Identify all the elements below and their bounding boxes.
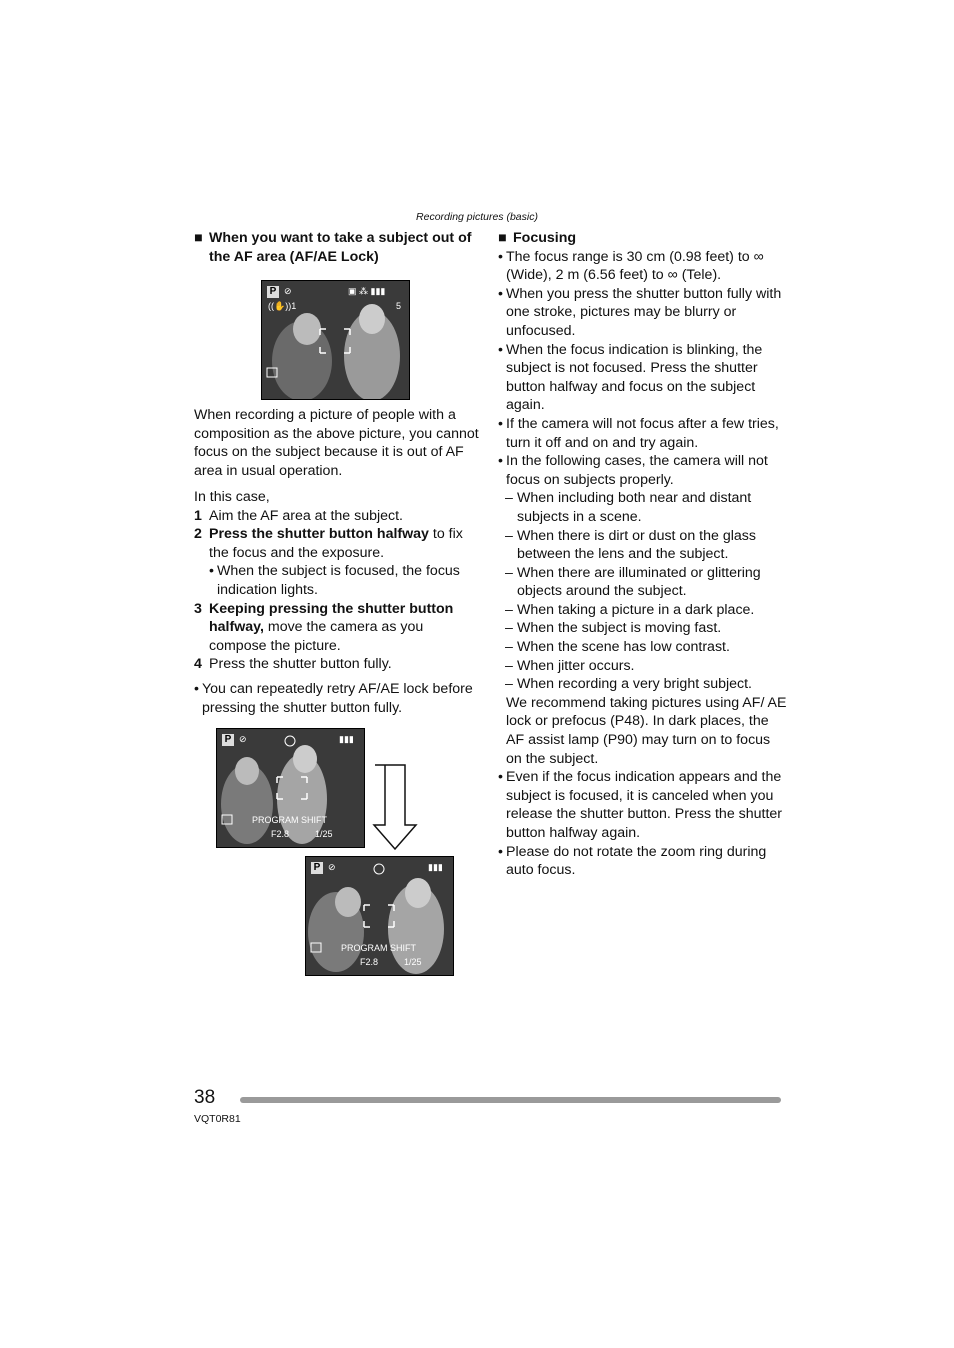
camera-screen-program-shift-1: P ⊘ ▮▮▮ PROGRAM SHIFT F2.8 1/25 — [216, 728, 365, 848]
down-arrow-icon — [372, 762, 442, 852]
release-note: • Even if the focus indication appears and the subject is focused, it is canceled when you release the shutter button. Press the shutter button halfway again. — [498, 769, 783, 841]
battery-icon: ▮▮▮ — [428, 862, 443, 872]
recommend-note: We recommend taking pictures using AF/ AE lock or prefocus (P48). In dark places, the AF assist lamp (P90) may turn on to focus on the subject. — [506, 694, 787, 767]
footer-rule — [240, 1097, 781, 1103]
zoom-ring-note: • Please do not rotate the zoom ring during auto focus. — [498, 843, 767, 879]
step-4: 4 Press the shutter button fully. — [194, 656, 392, 673]
page-number: 38 — [194, 1087, 216, 1108]
step-3: 3 Keeping pressing the shutter button halfway, move the camera as you compose the picture. — [194, 600, 454, 654]
scene-photo-icon — [262, 281, 409, 399]
case-item: – When taking a picture in a dark place. — [505, 601, 755, 618]
battery-icon: ▮▮▮ — [339, 734, 354, 744]
intro-paragraph: When recording a picture of people with a composition as the above picture, you cannot focus on the subject because it is out of AF area in usual operation. — [194, 407, 479, 479]
camera-screen-af-area: P ⊘ ((✋))1 ▣ ⁂ ▮▮▮ 5 — [261, 280, 410, 400]
model-code: VQT0R81 — [194, 1113, 241, 1125]
in-this-case: In this case, — [194, 489, 270, 505]
step-1: 1 Aim the AF area at the subject. — [194, 507, 403, 524]
scene-photo-icon — [217, 729, 364, 847]
case-item: – When there is dirt or dust on the glass between the lens and the subject. — [505, 527, 756, 563]
camera-screen-program-shift-2: P ⊘ ▮▮▮ PROGRAM SHIFT F2.8 1/25 — [305, 856, 454, 976]
stabilizer-icon: ((✋))1 — [268, 301, 297, 311]
quality-icon: ▣ ⁂ ▮▮▮ — [348, 286, 386, 296]
cases-intro: • In the following cases, the camera will not focus on subjects properly. — [498, 453, 768, 488]
flash-off-icon: ⊘ — [284, 286, 292, 296]
step-2: 2 Press the shutter button halfway to fix the focus and the exposure. — [194, 526, 463, 561]
remaining-count: 5 — [396, 301, 402, 311]
flash-off-icon: ⊘ — [328, 862, 336, 872]
case-item: – When jitter occurs. — [505, 657, 635, 674]
full-press-note: • When you press the shutter button fully with one stroke, pictures may be blurry or unfocused. — [498, 285, 782, 339]
step-2-note: • When the subject is focused, the focus indication lights. — [209, 563, 460, 598]
flash-off-icon: ⊘ — [239, 734, 247, 744]
case-item: – When including both near and distant subjects in a scene. — [505, 490, 752, 525]
running-title: Recording pictures (basic) — [416, 211, 538, 223]
case-item: – When the subject is moving fast. — [505, 620, 722, 637]
blinking-note: • When the focus indication is blinking, the subject is not focused. Press the shutter button halfway and focus on the subject again. — [498, 341, 763, 414]
retry-note: • You can repeatedly retry AF/AE lock before pressing the shutter button fully. — [194, 681, 473, 716]
focus-range-note: • The focus range is 30 cm (0.98 feet) to ∞ (Wide), 2 m (6.56 feet) to ∞ (Tele). — [498, 248, 764, 284]
retry-power-note: • If the camera will not focus after a few tries, turn it off and on and try again. — [498, 415, 779, 451]
case-item: – When the scene has low contrast. — [505, 639, 730, 656]
square-bullet-icon: ■ — [498, 230, 507, 246]
square-bullet-icon: ■ — [194, 230, 203, 246]
af-lock-heading: ■ When you want to take a subject out of the AF area (AF/AE Lock) — [194, 230, 472, 265]
case-item: – When recording a very bright subject. — [505, 676, 752, 693]
scene-photo-icon — [306, 857, 453, 975]
focusing-section: ■ Focusing • The focus range is 30 cm (0.98 feet) to ∞ (Wide), 2 m (6.56 feet) to ∞ (Tele). • When you press the shutter button fully with one stroke, pictures may be blurry or unfocused. • When the focus indication is blinking, the subject is not focused. Press the shutter button halfway and focus on the subject again. • If the camera will not focus after a few tries, turn it off and on and try again. • In the following cases, the camera will not focus on subjects properly. – When including both near and distant subjects in a scene. – When there is dirt or dust on the glass between the lens and the subject. – When there are illuminated or glittering objects around the subject. – When taking a picture in a dark place. – When the subject is moving fast. – When the scene has low contrast. – When jitter occurs. – When recording a very bright subject. We recommend taking pictures using AF/ AE lock or prefocus (P48). In dark places, the AF assist lamp (P90) may turn on to focus on the subject. • Even if the focus indication appears and the subject is focused, it is canceled when you release the shutter button. Press the shutter button halfway again. • Please do not rotate the zoom ring during auto focus. — [498, 230, 787, 879]
case-item: – When there are illuminated or glittering objects around the subject. — [505, 564, 761, 600]
